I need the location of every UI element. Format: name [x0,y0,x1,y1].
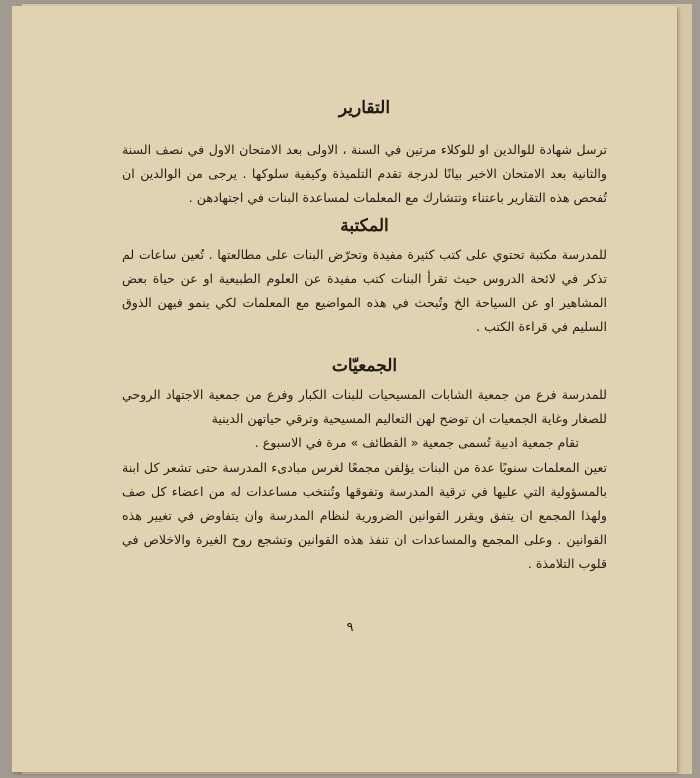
section-title-societies: الجمعيّات [331,356,398,376]
page-number: ٩ [346,620,354,635]
section-paragraph-societies-3: تعين المعلمات سنويًا عدة من البنات يؤلفن مجمعًا لغرس مبادىء المدرسة حتى تشعر كل ابنة بالمسؤولية التي عليها في ترقية المدرسة وتفوقها وتُنتخب مساعدات له من اعضاء كل صف ولهذا المجمع ان يتفق ويقرر القوانين الضرورية لنظام المدرسة وان يتفاوض في تغيير هذه القوانين . وعلى المجمع والمساعدات ان تنفذ هذه القوانين وتشجع روح الغيرة والاخلاص في قلوب التلامذة . [122,460,607,571]
section-paragraph-societies-2: تقام جمعية ادبية تُسمى جمعية « القطائف » مرة في الاسبوع . [254,435,579,450]
section-paragraph-library: للمدرسة مكتبة تحتوي على كتب كثيرة مفيدة وتحرّض البنات على مطالعتها . تُعين ساعات لم تذكر في لائحة الدروس حيث تقرأ البنات كتب مفيدة عن العلوم الطبيعية او عن حياة بعض المشاهير او عن السياحة الخ وتُبحث في هذه المواضيع مع المعلمات لكي ينمو فيهن الذوق السليم في قراءة الكتب . [122,247,607,334]
page-content [122,94,607,576]
section-title-reports: التقارير [338,98,391,118]
document-page [12,6,677,772]
section-paragraph-reports: ترسل شهادة للوالدين او للوكلاء مرتين في السنة ، الاولى بعد الامتحان الاول في نصف السنة والثانية بعد الامتحان الاخير بيانًا لدرجة تقدم التلميذة وكيفية سلوكها . يرجى من الوالدين ان تُفحص هذه التقارير باعتناء وتتشارك مع المعلمات لمساعدة البنات في اجتهادهن . [122,142,607,205]
section-title-library: المكتبة [340,216,389,236]
section-paragraph-societies-1: للمدرسة فرع من جمعية الشابات المسيحيات للبنات الكبار وفرع من جمعية الاجتهاد الروحي للصغار وغاية الجمعيات ان توضح لهن التعاليم المسيحية وترقي حياتهن الدينية [122,387,607,426]
